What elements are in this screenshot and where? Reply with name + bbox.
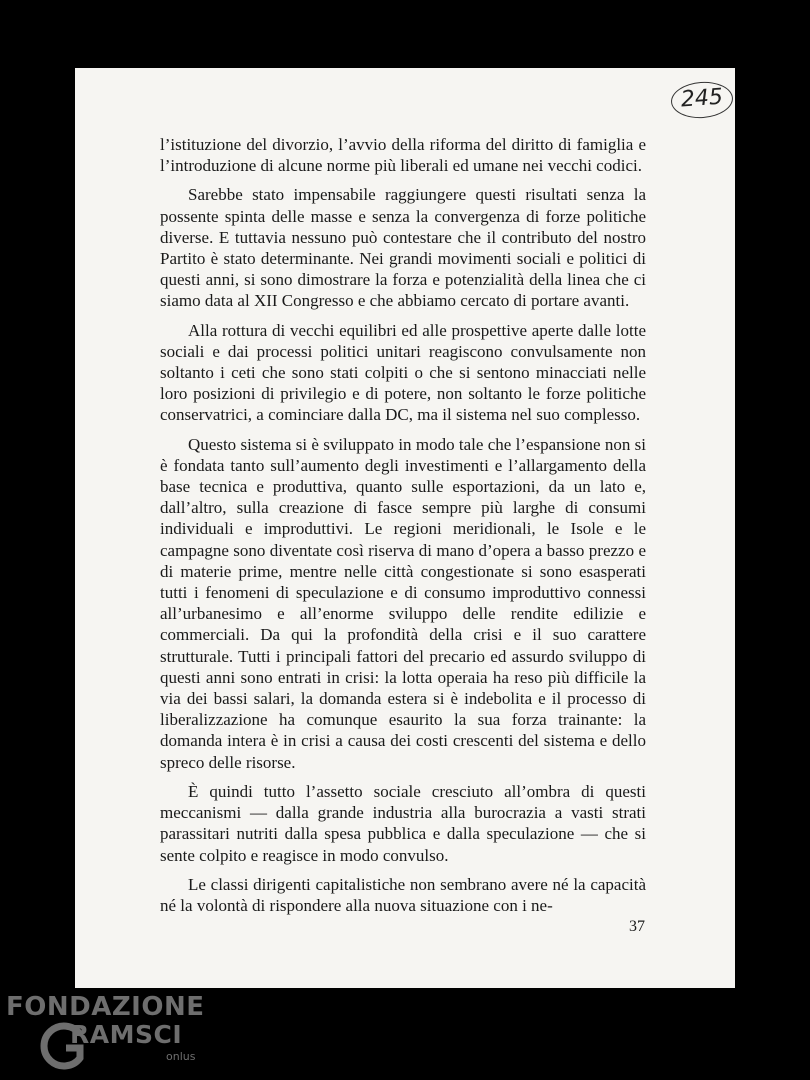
archive-page-stamp: 245 [670,80,734,120]
paragraph: l’istituzione del divorzio, l’avvio della riforma del diritto di famiglia e l’introduzione di alcune norme più liberali ed umane nei vecchi codici. [160,135,646,176]
paragraph: Alla rottura di vecchi equilibri ed alle prospettive aperte dalle lotte sociali e dai processi politici unitari reagiscono convulsamente non soltanto i ceti che sono stati colpiti o che si sentono minacciati nelle loro posizioni di privilegio e di potere, non soltanto le forze politiche conservatrici, a cominciare dalla DC, ma il sistema nel suo complesso. [160,320,646,425]
paragraph: Sarebbe stato impensabile raggiungere questi risultati senza la possente spinta delle masse e senza la convergenza di forze politiche diverse. E tuttavia nessuno può contestare che il contributo del nostro Partito è stato determinante. Nei grandi movimenti sociali e politici di questi anni, si sono dimostrare la forza e potenzialità della linea che ci siamo data al XII Congresso e che abbiamo cercato di portare avanti. [160,185,646,311]
body-text [160,134,646,924]
paragraph: Le classi dirigenti capitalistiche non sembrano avere né la capacità né la volontà di rispondere alla nuova situazione con i ne- [160,874,646,915]
fondazione-gramsci-watermark [6,992,206,1072]
watermark-line2: RAMSCI [70,1020,183,1049]
page-folio-number: 37 [629,918,645,935]
paragraph: È quindi tutto l’assetto sociale cresciuto all’ombra di questi meccanismi — dalla grande industria alla burocrazia a vasti strati parassitari nutriti dalla spesa pubblica e dalla speculazione — che si sente colpito e reagisce in modo convulso. [160,781,646,865]
watermark-line3: onlus [166,1050,196,1063]
paragraph: Questo sistema si è sviluppato in modo tale che l’espansione non si è fondata tanto sull’aumento degli investimenti e l’allargamento della base tecnica e produttiva, quanto sulle esportazioni, da un lato e, dall’altro, sulla creazione di fasce sempre più larghe di consumi individuali e improduttivi. Le regioni meridionali, le Isole e le campagne sono diventate così riserva di mano d’opera a basso prezzo e di materie prime, mentre nelle città congestionate si sono esasperati tutti i fenomeni di speculazione e di consumo improduttivo connessi all’urbanesimo e all’enorme sviluppo delle rendite edilizie e commerciali. Da qui la profondità della crisi e il suo carattere strutturale. Tutti i principali fattori del precario ed assurdo sviluppo di questi anni sono entrati in crisi: la lotta operaia ha reso più difficile la via dei bassi salari, la domanda estera si è indebolita e il processo di liberalizzazione ha comunque esaurito la sua forza trainante: la domanda intera è in crisi a causa dei costi crescenti del sistema e dello spreco delle risorse. [160,434,646,772]
document-page [75,68,735,988]
watermark-line1: FONDAZIONE [6,992,205,1022]
